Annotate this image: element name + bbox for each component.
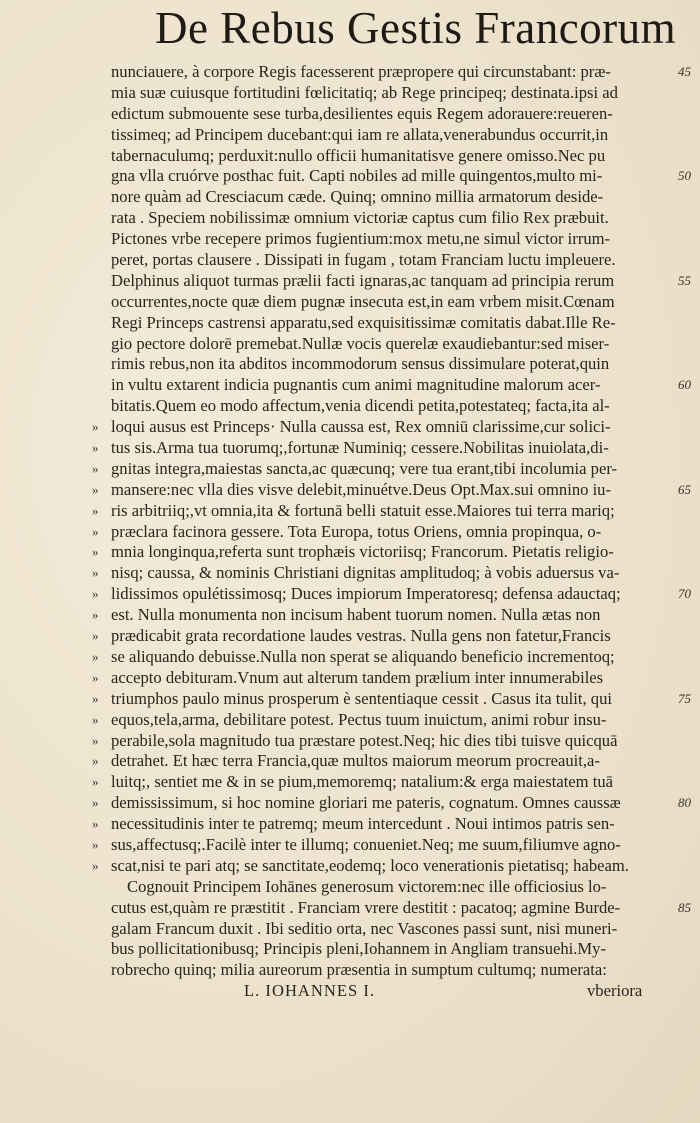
line-text: prædicabit grata recordatione laudes vestras. Nulla gens non fatetur,Francis [111,626,611,646]
text-line [0,877,700,898]
line-text: galam Francum duxit . Ibi seditio orta, nec Vascones passi sunt, nisi muneri- [111,918,618,938]
line-text: præclara facinora gessere. Tota Europa, totus Oriens, omnia propinqua, o- [111,521,602,541]
line-text: scat,nisi te pari atq; se sanctitate,eodemq; loco venerationis pietatisq; habeam. [111,855,629,875]
line-text: tabernaculumq; perduxit:nullo officii humanitatisve genere omisso.Nec pu [111,145,606,165]
line-text: ris arbitriiq;,vt omnia,ita & fortunā belli statuit esse.Maiores tui terra mariq; [111,500,615,520]
line-text: bitatis.Quem eo modo affectum,venia dicendi petita,potestateq; facta,ita al- [111,396,610,416]
text-line [0,563,700,584]
line-text: nunciauere, à corpore Regis facesserent præpropere qui circunstabant: præ- [111,62,611,81]
text-block [0,62,700,1002]
line-text: cutus est,quàm re præstitit . Franciam vrere destitit : pacatoq; agmine Burde- [111,897,621,917]
line-text: sus,affectusq;.Facilè inter te illumq; conueniet.Neq; me suum,filiumve agno- [111,834,621,854]
line-text: lidissimos opulétissimosq; Duces impiorum Imperatoresq; defensa adauctaq; [111,584,621,604]
line-number: 75 [678,690,691,706]
line-text: occurrentes,nocte quæ diem pugnæ insecuta est,in eam vrbem misit.Cœnam [111,291,615,311]
text-line [0,522,700,543]
quotation-mark: » [92,419,99,435]
text-line [0,208,700,229]
line-text: Pictones vrbe recepere primos fugientium:mox metu,ne simul victor irrum- [111,229,611,249]
quotation-mark: » [92,648,99,664]
text-line [0,668,700,689]
line-number: 60 [678,377,691,393]
line-text: triumphos paulo minus prosperum è sententiaque cessit . Casus ita tulit, qui [111,688,612,708]
quotation-mark: » [92,628,99,644]
line-text: equos,tela,arma, debilitare potest. Pectus tuum inuictum, animi robur insu- [111,709,607,729]
text-line [0,772,700,793]
line-text: detrahet. Et hæc terra Francia,quæ multos maiorum meorum procreauit,a- [111,751,600,771]
text-line [0,584,700,605]
text-line [0,459,700,480]
quotation-mark: » [92,711,99,727]
running-head: De Rebus Gestis Francorum [155,3,677,53]
line-text: rata . Speciem nobilissimæ omnium victoriæ captus cum filio Rex præbuit. [111,208,609,228]
text-line [0,187,700,208]
quotation-mark: » [92,440,99,456]
quotation-mark: » [92,836,99,852]
text-line [0,62,700,83]
text-line [0,501,700,522]
line-text: luitq;, sentiet me & in se pium,memoremq; natalium:& erga maiestatem tuā [111,772,614,792]
text-line [0,939,700,960]
quotation-mark: » [92,502,99,518]
line-text: necessitudinis inter te patremq; meum intercedunt . Noui intimos patris sen- [111,814,615,834]
text-line [0,793,700,814]
catchword: vberiora [587,981,643,1001]
line-number: 50 [678,168,691,184]
line-text: est. Nulla monumenta non incisum habent tuorum nomen. Nulla ætas non [111,605,601,625]
text-line [0,542,700,563]
text-line [0,146,700,167]
text-line [0,856,700,877]
quotation-mark: » [92,774,99,790]
line-number: 85 [678,899,691,915]
line-number: 70 [678,586,691,602]
line-text: gnitas integra,maiestas sancta,ac quæcunq; vere tua erant,tibi incolumia per- [111,458,618,478]
line-text: edictum submouente sese turba,desilientes equis Regem adorauere:reueren- [111,103,613,123]
quotation-mark: » [92,669,99,685]
text-line [0,271,700,292]
quotation-mark: » [92,857,99,873]
text-line [0,334,700,355]
text-line [0,166,700,187]
line-text: Cognouit Principem Iohānes generosum victorem:nec ille officiosius lo- [127,876,607,896]
text-line [0,919,700,940]
line-text: peret, portas clausere . Dissipati in fugam , totam Franciam luctu impleuere. [111,250,616,270]
line-text: Regi Princeps castrensi apparatu,sed exquisitissimæ comitatis dabat.Ille Re- [111,312,616,332]
line-text: perabile,sola magnitudo tua præstare potest.Neq; hic dies tibi tuisve quicquā [111,730,618,750]
quotation-mark: » [92,481,99,497]
text-line [0,250,700,271]
line-text: mnia longinqua,referta sunt trophæis victoriisq; Francorum. Pietatis religio- [111,542,614,562]
text-line [0,898,700,919]
text-line [0,354,700,375]
text-line [0,83,700,104]
line-text: nisq; caussa, & nominis Christiani dignitas amplitudoq; à vobis aduersus va- [111,563,620,583]
line-text: nore quàm ad Cresciacum cæde. Quinq; omnino millia armatorum deside- [111,187,604,207]
line-number: 55 [678,272,691,288]
text-line [0,814,700,835]
text-line [0,125,700,146]
line-text: tissimeq; ad Principem ducebant:qui iam re allata,venerabundus occurrit,in [111,124,609,144]
line-text: se aliquando debuisse.Nulla non sperat se aliquando beneficio incrementoq; [111,646,615,666]
text-line [0,626,700,647]
quotation-mark: » [92,816,99,832]
text-line [0,104,700,125]
line-text: in vultu extarent indicia pugnantis cum animi magnitudine malorum acer- [111,375,601,395]
quotation-mark: » [92,753,99,769]
text-line [0,375,700,396]
text-line [0,731,700,752]
quotation-mark: » [92,732,99,748]
quotation-mark: » [92,607,99,623]
line-text: gna vlla cruórve posthac fuit. Capti nobiles ad mille quingentos,multo mi- [111,166,603,186]
text-line [0,835,700,856]
text-line [0,417,700,438]
quotation-mark: » [92,690,99,706]
line-text: Delphinus aliquot turmas prælii facti ignaras,ac tanquam ad principia rerum [111,270,615,290]
line-text: loqui ausus est Princeps· Nulla caussa est, Rex omniū clarissime,cur solici- [111,417,611,437]
quotation-mark: » [92,565,99,581]
text-line [0,438,700,459]
line-text: demississimum, si hoc nomine gloriari me pateris, cognatum. Omnes caussæ [111,793,621,813]
line-number: 80 [678,795,691,811]
quotation-mark: » [92,460,99,476]
line-text: gio pectore dolorē premebat.Nullæ vocis querelæ exaudiebantur:sed miser- [111,333,610,353]
text-line [0,605,700,626]
text-line [0,396,700,417]
text-line [0,710,700,731]
line-number: 65 [678,481,691,497]
quotation-mark: » [92,795,99,811]
text-line [0,480,700,501]
line-number: 45 [678,64,691,79]
text-line [0,689,700,710]
line-text: mia suæ cuiusque fortitudini fœlicitatiq; ab Rege principeq; destinata.ipsi ad [111,82,618,102]
line-text: tus sis.Arma tua tuorumq;,fortunæ Numiniq; cessere.Nobilitas inuiolata,di- [111,438,609,458]
signature-mark: L. IOHANNES I. [244,981,376,1001]
text-line [0,313,700,334]
line-text: robrecho quinq; milia aureorum præsentia in sumptum cultumq; numerata: [111,960,607,980]
line-text: rimis rebus,non ita abditos incommodorum sensus dissimulare poterat,quin [111,354,610,374]
quotation-mark: » [92,523,99,539]
bottom-margin [0,960,700,1120]
text-line [0,292,700,313]
line-text: mansere:nec vlla dies visve delebit,minuétve.Deus Opt.Max.sui omnino iu- [111,479,612,499]
text-line [0,647,700,668]
quotation-mark: » [92,544,99,560]
text-line [0,751,700,772]
line-text: bus pollicitationibusq; Principis pleni,Iohannem in Angliam transuehi.My- [111,939,606,959]
line-text: accepto debituram.Vnum aut alterum tandem prælium inter innumerabiles [111,667,604,687]
quotation-mark: » [92,586,99,602]
text-line [0,229,700,250]
